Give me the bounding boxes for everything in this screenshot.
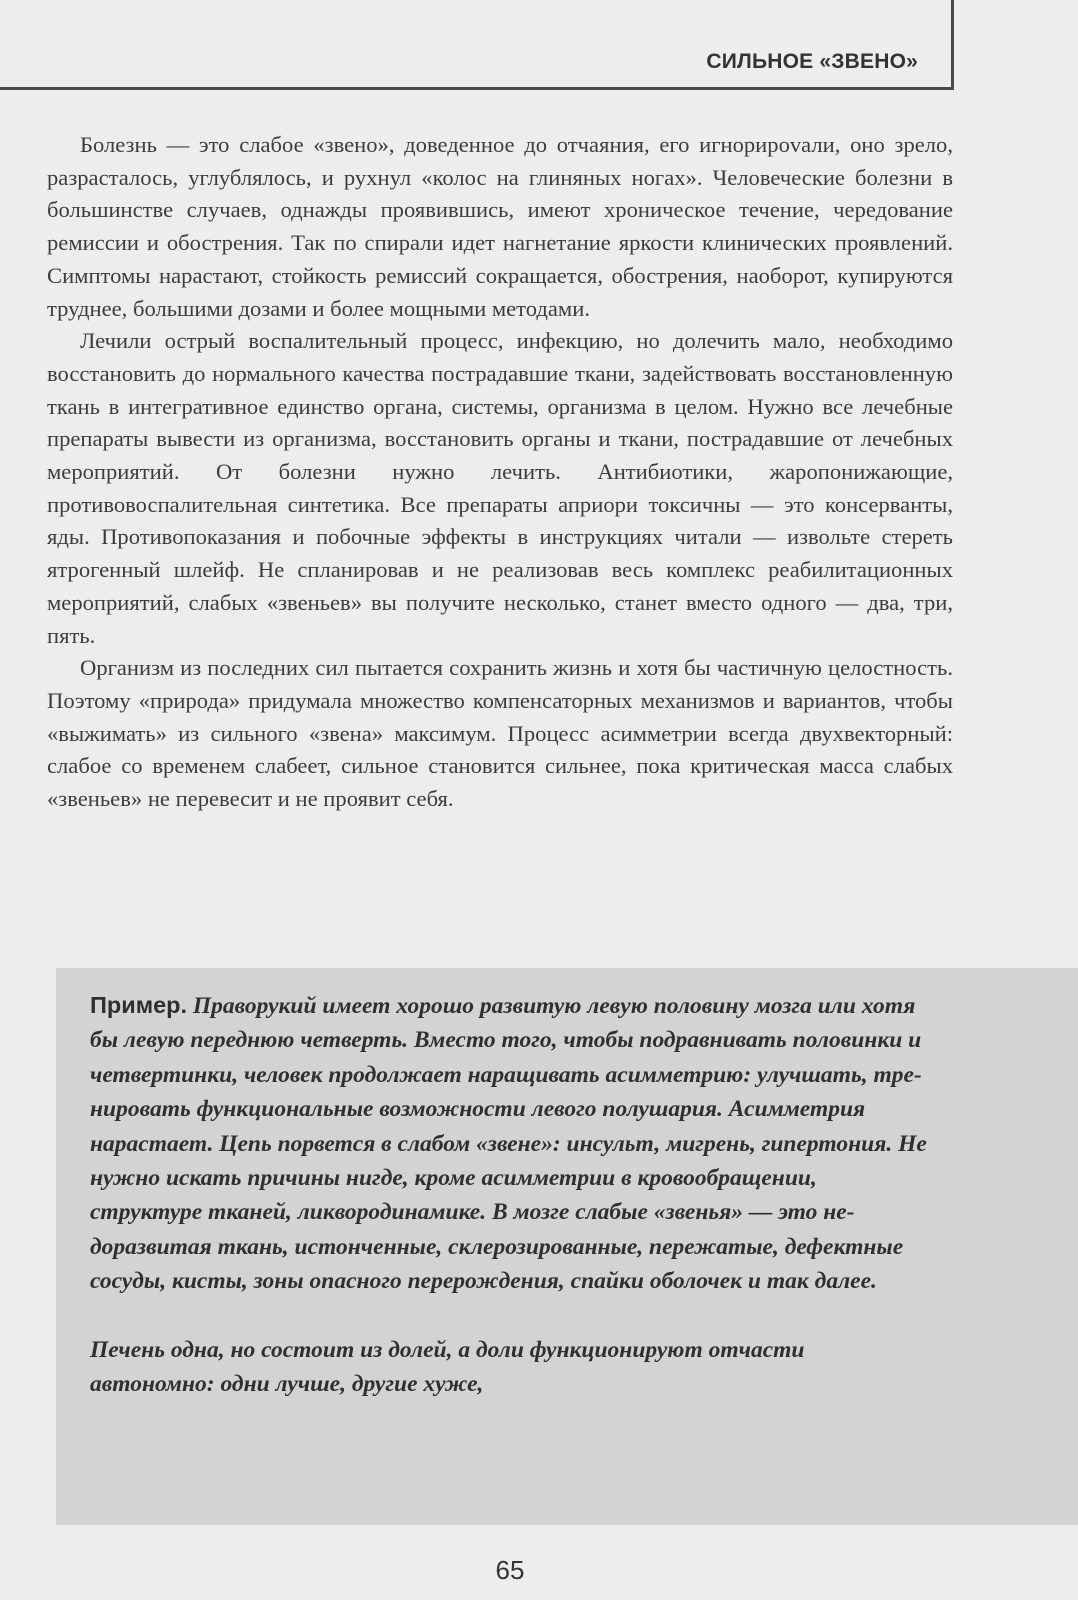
header-frame: [0, 0, 954, 90]
example-label: Пример.: [90, 992, 188, 1018]
example-continuation: Печень одна, но состоит из долей, а доли функционируют отчасти автономно: одни лучше, другие хуже,: [90, 1336, 805, 1398]
paragraph: Лечили острый воспалительный процесс, инфекцию, но долечить мало, необходимо восстановить до нормального качества пострадавшие ткани, задействовать восстановленную ткань в интегративное единство органа, системы, организма в целом. Нужно все лечебные препараты вывести из организма, восстановить органы и ткани, пострадавшие от лечебных мероприятий. От болезни нужно лечить. Антибиотики, жаропонижающие, противовоспалительная синтетика. Все препараты априори токсичны — это консерванты, яды. Противопоказания и побочные эффекты в инструкциях читали — извольте стереть ятрогенный шлейф. Не спланировав и не реализовав весь комплекс реабилитационных мероприятий, слабых «звеньев» вы получите несколько, станет вместо одного — два, три, пять.: [47, 328, 953, 648]
example-text: [90, 988, 930, 1401]
running-title: СИЛЬНОЕ «ЗВЕНО»: [706, 50, 918, 73]
example-body: Праворукий имеет хорошо развитую левую половину мозга или хотя бы левую переднюю четверть. Вместо того, чтобы подравнивать половинки и четвертинки, человек продолжает наращивать асимметрию: улучшать, тренировать функциональные возможности левого полушария. Асимметрия нарастает. Цепь порвется в слабом «звене»: инсульт, мигрень, гипертония. Не нужно искать причины нигде, кроме асимметрии в кровообращении, структуре тканей, ликвородинамике. В мозге слабые «звенья» — это недоразвитая ткань, истонченные, склерозированные, пережатые, дефектные сосуды, кисты, зоны опасного перерождения, спайки оболочек и так далее.: [90, 993, 927, 1295]
main-text: [47, 129, 953, 816]
page-number: 65: [495, 1555, 525, 1585]
paragraph: Организм из последних сил пытается сохранить жизнь и хотя бы частичную целостность. Поэтому «природа» придумала множество компенсаторных механизмов и вариантов, чтобы «выжимать» из сильного «звена» максимум. Процесс асимметрии всегда двухвекторный: слабое со временем слабеет, сильное становится сильнее, пока критическая масса слабых «звеньев» не перевесит и не проявит себя.: [47, 655, 953, 812]
paragraph: Болезнь — это слабое «звено», доведенное до отчаяния, его игнорироvали, оно зрело, разрасталось, углублялось, и рухнул «колос на глиняных ногах». Человеческие болезни в большинстве случаев, однажды проявившись, имеют хроническое течение, чередование ремиссии и обострения. Так по спирали идет нагнетание яркости клинических проявлений. Симптомы нарастают, стойкость ремиссий сокращается, обострения, наоборот, купируются труднее, большими дозами и более мощными методами.: [47, 132, 953, 321]
example-paragraph: [90, 988, 930, 1299]
